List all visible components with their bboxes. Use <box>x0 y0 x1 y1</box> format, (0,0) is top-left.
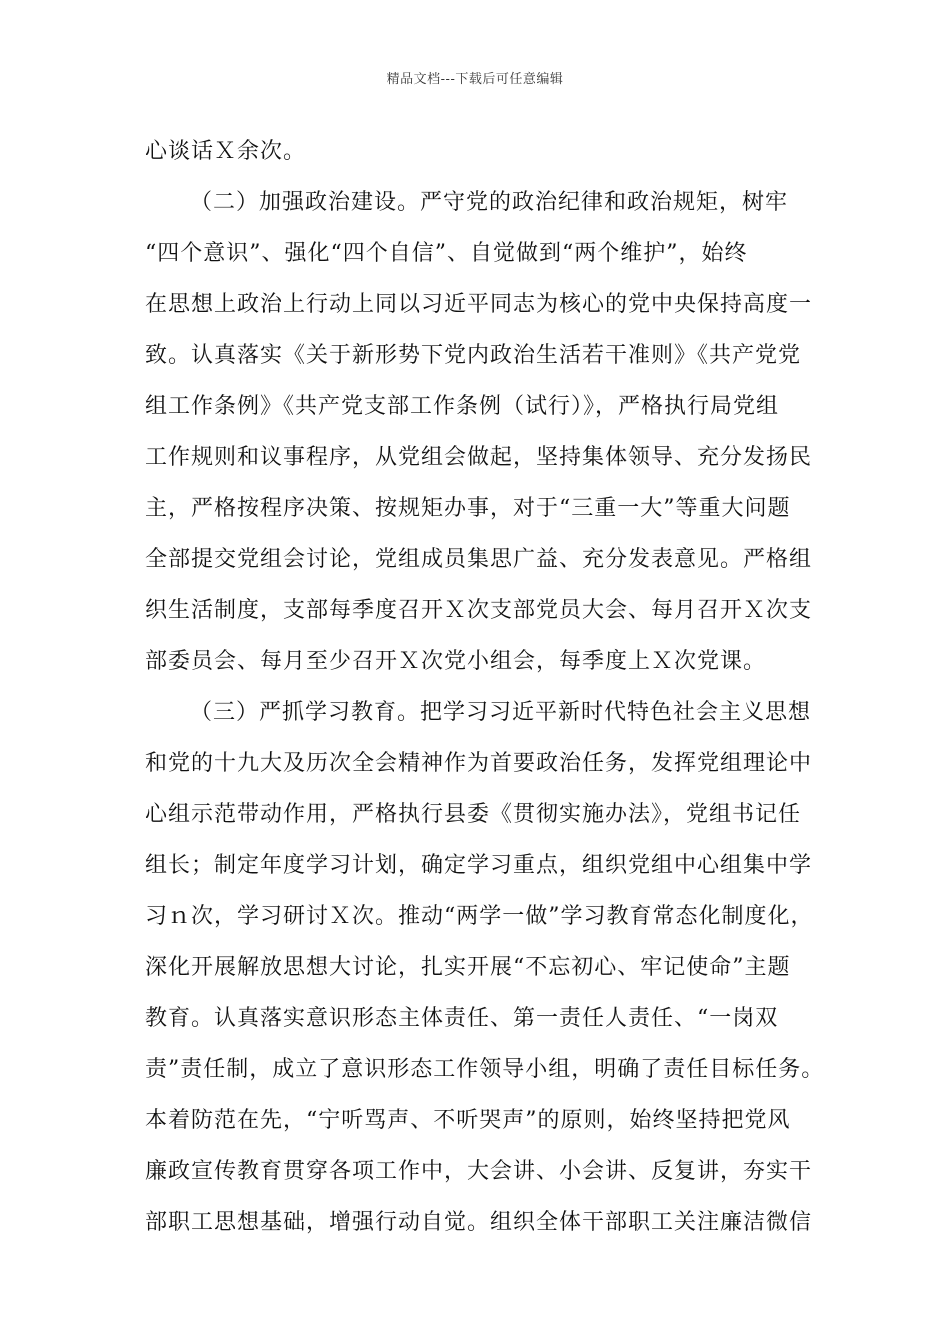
body-line: 在思想上政治上行动上同以习近平同志为核心的党中央保持高度一 <box>145 292 813 317</box>
body-line: 廉政宣传教育贯穿各项工作中，大会讲、小会讲、反复讲，夯实干 <box>145 1159 813 1184</box>
body-line: 组工作条例》《共产党支部工作条例（试行）》，严格执行局党组 <box>145 394 780 419</box>
paragraph-heading-line: （二）加强政治建设。严守党的政治纪律和政治规矩，树牢 <box>190 190 789 215</box>
body-line: 责”责任制，成立了意识形态工作领导小组，明确了责任目标任务。 <box>145 1057 825 1082</box>
body-line: 教育。认真落实意识形态主体责任、第一责任人责任、“一岗双 <box>145 1006 779 1031</box>
paragraph-heading-line: （三）严抓学习教育。把学习习近平新时代特色社会主义思想 <box>190 700 812 725</box>
body-line: 工作规则和议事程序，从党组会做起，坚持集体领导、充分发扬民 <box>145 445 813 470</box>
body-line: “四个意识”、强化“四个自信”、自觉做到“两个维护”，始终 <box>145 241 748 266</box>
body-line: 心谈话Ｘ余次。 <box>145 139 307 164</box>
body-line: 和党的十九大及历次全会精神作为首要政治任务，发挥党组理论中 <box>145 751 813 776</box>
body-line: 部委员会、每月至少召开Ｘ次党小组会，每季度上Ｘ次党课。 <box>145 649 767 674</box>
body-line: 致。认真落实《关于新形势下党内政治生活若干准则》《共产党党 <box>145 343 802 368</box>
body-line: 全部提交党组会讨论，党组成员集思广益、充分发表意见。严格组 <box>145 547 813 572</box>
page-header: 精品文档---下载后可任意编辑 <box>386 72 564 87</box>
body-line: 主，严格按程序决策、按规矩办事，对于“三重一大”等重大问题 <box>145 496 791 521</box>
body-line: 习ｎ次，学习研讨Ｘ次。推动“两学一做”学习教育常态化制度化， <box>145 904 814 929</box>
body-line: 组长；制定年度学习计划，确定学习重点，组织党组中心组集中学 <box>145 853 813 878</box>
body-line: 织生活制度，支部每季度召开Ｘ次支部党员大会、每月召开Ｘ次支 <box>145 598 813 623</box>
body-line: 部职工思想基础，增强行动自觉。组织全体干部职工关注廉洁微信 <box>145 1210 813 1235</box>
body-line: 心组示范带动作用，严格执行县委《贯彻实施办法》，党组书记任 <box>145 802 802 827</box>
body-line: 本着防范在先，“宁听骂声、不听哭声”的原则，始终坚持把党风 <box>145 1108 791 1133</box>
body-line: 深化开展解放思想大讨论，扎实开展“不忘初心、牢记使命”主题 <box>145 955 791 980</box>
